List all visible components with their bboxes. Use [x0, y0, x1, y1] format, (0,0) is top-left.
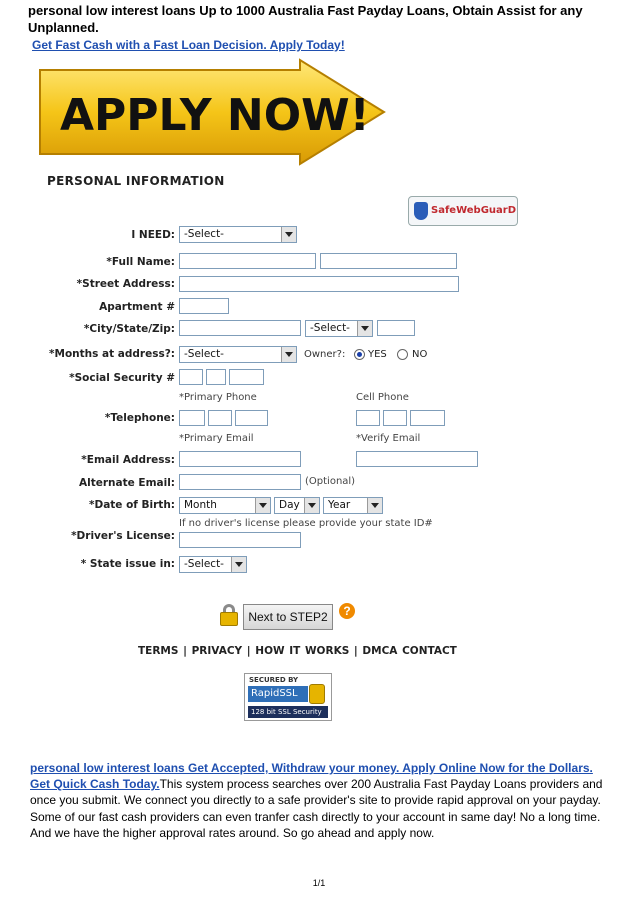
owner-no-label: NO [412, 349, 428, 360]
optional-note: (Optional) [305, 476, 356, 487]
how-it-works-link[interactable]: HOW IT WORKS [255, 645, 350, 657]
state-select[interactable] [305, 320, 373, 337]
bottom-text [30, 760, 610, 841]
apartment-input[interactable] [179, 298, 229, 314]
badge-label: SafeWebGuarD [431, 205, 517, 216]
cell-line-input[interactable] [410, 410, 445, 426]
next-step-label: Next to STEP2 [248, 610, 328, 624]
owner-no-radio[interactable] [397, 349, 408, 360]
bottom-body: This system process searches over 200 Australia Fast Payday Loans providers and once you submit. We connect you directly to a safe provider's site to provide rapid approval on your payday. Some of our fast cash providers can even tranfer cash directly to your account in same day! No a long time. And we have the higher approval rates around. So go ahead and apply now. [30, 777, 603, 840]
owner-yes-radio[interactable] [354, 349, 365, 360]
shield-icon [414, 202, 428, 220]
owner-label: Owner?: [304, 349, 346, 360]
ssl-lock-icon [309, 684, 325, 704]
owner-yes-label: YES [368, 349, 387, 360]
rapidssl-badge [244, 673, 332, 721]
street-address-input[interactable] [179, 276, 459, 292]
label-months: *Months at address?: [49, 348, 175, 360]
chevron-down-icon [281, 347, 296, 362]
safewebguard-badge [408, 196, 518, 226]
label-email: *Email Address: [81, 454, 175, 466]
header-link[interactable]: Get Fast Cash with a Fast Loan Decision. Apply Today! [32, 38, 345, 52]
chevron-down-icon [357, 321, 372, 336]
primary-phone-label: *Primary Phone [179, 392, 257, 403]
apply-now-button[interactable] [38, 58, 390, 166]
need-select-value: -Select- [184, 228, 224, 240]
alt-email-input[interactable] [179, 474, 301, 490]
dob-day-value: Day [279, 499, 300, 511]
drivers-license-input[interactable] [179, 532, 301, 548]
dob-year-select[interactable] [323, 497, 383, 514]
apply-now-label: APPLY NOW! [60, 90, 370, 141]
privacy-link[interactable]: PRIVACY [191, 645, 243, 657]
page-title: personal low interest loans Up to 1000 Australia Fast Payday Loans, Obtain Assist for any Unplanned. [28, 3, 583, 35]
last-name-input[interactable] [320, 253, 457, 269]
email-input[interactable] [179, 451, 301, 467]
chevron-down-icon [255, 498, 270, 513]
chevron-down-icon [231, 557, 246, 572]
ssl-strength: 128 bit SSL Security [248, 706, 328, 718]
first-name-input[interactable] [179, 253, 316, 269]
months-select-value: -Select- [184, 348, 224, 360]
state-select-value: -Select- [310, 322, 350, 334]
primary-email-label: *Primary Email [179, 433, 254, 444]
zip-input[interactable] [377, 320, 415, 336]
phone-area-input[interactable] [179, 410, 205, 426]
months-select[interactable] [179, 346, 297, 363]
label-city: *City/State/Zip: [83, 323, 175, 335]
section-title: PERSONAL INFORMATION [47, 174, 225, 188]
ssl-brand: RapidSSL [248, 686, 308, 702]
help-icon[interactable] [339, 603, 355, 619]
verify-email-label: *Verify Email [356, 433, 421, 444]
cell-area-input[interactable] [356, 410, 380, 426]
city-input[interactable] [179, 320, 301, 336]
label-need: I NEED: [131, 229, 175, 241]
cell-prefix-input[interactable] [383, 410, 407, 426]
dmca-contact-link[interactable]: DMCA CONTACT [362, 645, 457, 657]
label-full-name: *Full Name: [106, 256, 175, 268]
dob-month-select[interactable] [179, 497, 271, 514]
license-note: If no driver's license please provide your state ID# [179, 518, 433, 529]
label-street: *Street Address: [76, 278, 175, 290]
page-number: 1/1 [312, 878, 326, 888]
verify-email-input[interactable] [356, 451, 478, 467]
dob-month-value: Month [184, 499, 217, 511]
state-issue-select[interactable] [179, 556, 247, 573]
terms-link[interactable]: TERMS [138, 645, 179, 657]
label-telephone: *Telephone: [104, 412, 175, 424]
label-ssn: *Social Security # [69, 372, 175, 384]
ssl-secured-by: SECURED BY [249, 676, 299, 684]
dob-year-value: Year [328, 499, 351, 511]
ssn-part2-input[interactable] [206, 369, 226, 385]
state-issue-value: -Select- [184, 558, 224, 570]
label-apartment: Apartment # [99, 301, 175, 313]
label-license: *Driver's License: [71, 530, 175, 542]
chevron-down-icon [281, 227, 296, 242]
dob-day-select[interactable] [274, 497, 320, 514]
phone-line-input[interactable] [235, 410, 268, 426]
ssn-part3-input[interactable] [229, 369, 264, 385]
lock-icon [220, 604, 238, 626]
help-icon-glyph: ? [343, 604, 351, 618]
need-select[interactable] [179, 226, 297, 243]
bottom-headline[interactable]: personal low interest loans Get Accepted, Withdraw your money. Apply Online Now for the Dollars. [30, 761, 593, 775]
chevron-down-icon [304, 498, 319, 513]
footer-links: TERMS | PRIVACY | HOW IT WORKS | DMCA CONTACT [138, 645, 457, 657]
next-step-button[interactable] [243, 604, 333, 630]
chevron-down-icon [367, 498, 382, 513]
label-alt-email: Alternate Email: [79, 477, 175, 489]
label-state-issue: * State issue in: [80, 558, 175, 570]
bottom-paragraph [30, 776, 610, 841]
ssn-part1-input[interactable] [179, 369, 203, 385]
quick-cash-link[interactable]: Get Quick Cash Today. [30, 777, 160, 792]
label-dob: *Date of Birth: [89, 499, 175, 511]
cell-phone-label: Cell Phone [356, 392, 409, 403]
phone-prefix-input[interactable] [208, 410, 232, 426]
